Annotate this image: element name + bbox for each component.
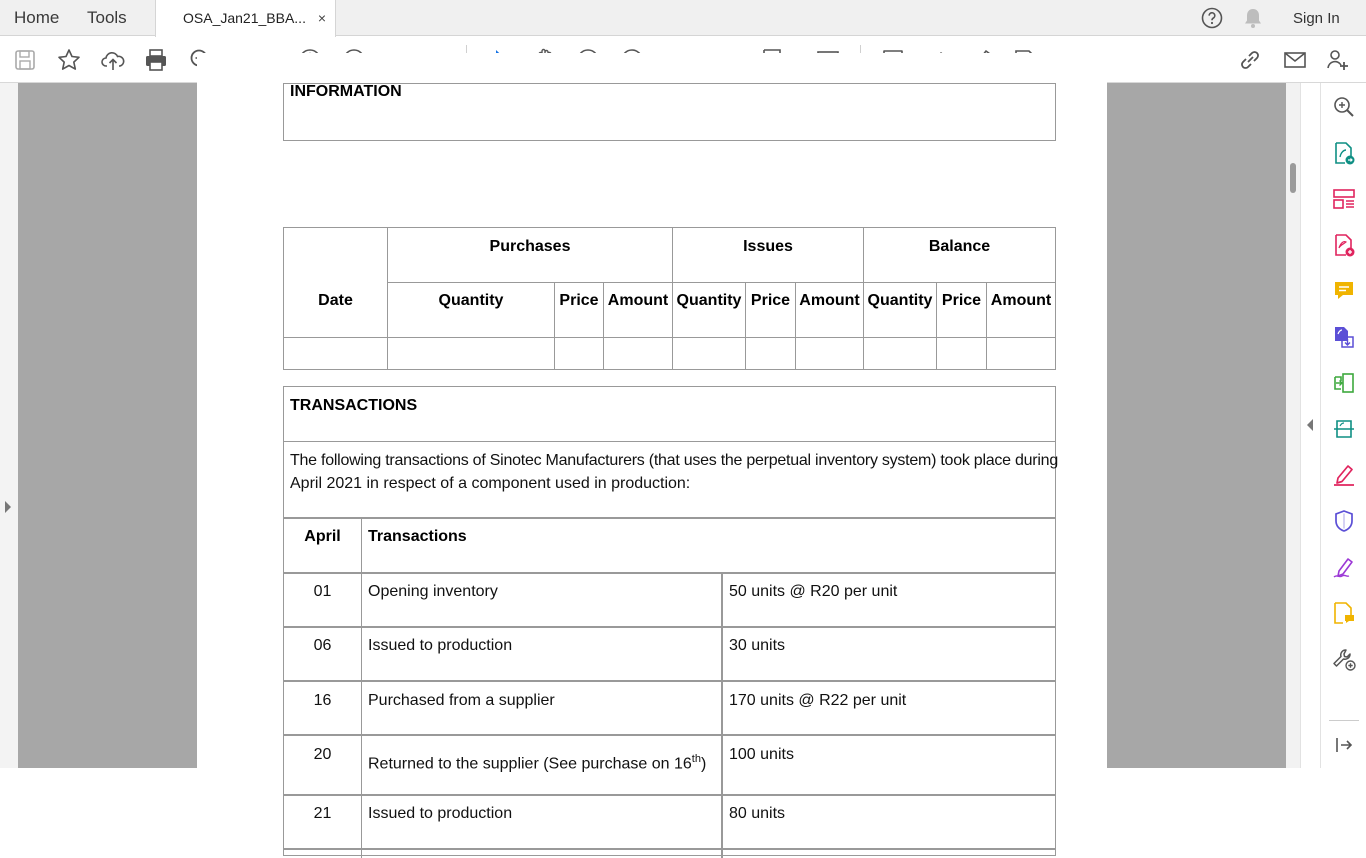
tab-document[interactable] [155, 0, 336, 37]
comment-tool-icon[interactable] [1332, 279, 1356, 303]
row-day: 06 [313, 637, 332, 654]
row-detail: 50 units @ R20 per unit [729, 583, 898, 600]
balance-quantity-header: Quantity [867, 292, 933, 309]
help-icon[interactable] [1201, 7, 1223, 29]
request-signature-icon[interactable] [1332, 555, 1356, 579]
balance-price-header: Price [941, 292, 982, 309]
date-header: Date [318, 292, 353, 309]
compare-files-icon[interactable] [1332, 371, 1356, 395]
tab-document-label: OSA_Jan21_BBA... [183, 10, 306, 26]
email-icon[interactable] [1282, 47, 1308, 73]
row-detail: 170 units @ R22 per unit [729, 692, 907, 709]
transactions-header: Transactions [368, 528, 467, 545]
purchases-header: Purchases [489, 238, 571, 255]
export-pdf-icon[interactable] [1332, 141, 1356, 165]
protect-shield-icon[interactable] [1332, 509, 1356, 533]
vertical-scrollbar[interactable] [1286, 83, 1300, 768]
tab-tools[interactable]: Tools [87, 8, 127, 27]
issues-quantity-header: Quantity [676, 292, 742, 309]
balance-amount-header: Amount [990, 292, 1052, 309]
row-description: Issued to production [368, 637, 513, 654]
right-pane-gutter [1300, 83, 1320, 768]
row-description: Purchased from a supplier [368, 692, 555, 709]
row-detail: 100 units [729, 746, 794, 763]
row-description-text: Returned to the supplier (See purchase on 16 [368, 755, 692, 773]
create-pdf-icon[interactable] [1332, 233, 1356, 257]
sign-in-button[interactable]: Sign In [1293, 10, 1340, 27]
row-description: Opening inventory [368, 583, 498, 600]
purchases-price-header: Price [559, 292, 599, 309]
information-heading: INFORMATION [290, 83, 402, 100]
send-for-comments-icon[interactable] [1332, 601, 1356, 625]
tools-divider [1329, 720, 1359, 721]
collapse-right-pane-icon[interactable] [1307, 419, 1313, 431]
print-icon[interactable] [143, 47, 169, 73]
purchases-quantity-header: Quantity [438, 292, 504, 309]
row-description-end: ) [700, 755, 707, 773]
fill-and-sign-icon[interactable] [1332, 463, 1356, 487]
transactions-intro [290, 449, 1058, 495]
row-description [368, 748, 706, 775]
share-link-icon[interactable] [1237, 47, 1263, 73]
purchases-amount-header: Amount [607, 292, 669, 309]
april-header: April [304, 528, 341, 545]
issues-price-header: Price [750, 292, 791, 309]
information-box [283, 83, 1056, 141]
left-panel-collapsed [0, 83, 18, 768]
transactions-heading: TRANSACTIONS [290, 397, 418, 414]
tab-bar [0, 0, 1366, 36]
row-detail: 80 units [729, 805, 786, 822]
combine-files-icon[interactable] [1332, 325, 1356, 349]
intro-line-2: April 2021 in respect of a component used in production: [290, 475, 691, 492]
collapse-pane-icon[interactable] [1332, 733, 1356, 757]
intro-line-1: The following transactions of Sinotec Manufacturers (that uses the perpetual inventory system) took place during [290, 452, 1058, 469]
row-day: 21 [313, 805, 332, 822]
document-viewer[interactable] [18, 83, 1286, 822]
row-detail: 30 units [729, 637, 786, 654]
issues-amount-header: Amount [799, 292, 860, 309]
row-day: 01 [313, 583, 332, 600]
row-day: 16 [313, 692, 332, 709]
row-description: Issued to production [368, 805, 513, 822]
expand-left-panel-icon[interactable] [5, 501, 11, 513]
inventory-ledger-table [283, 227, 1056, 370]
notification-bell-icon[interactable] [1242, 6, 1264, 30]
organize-pages-icon[interactable] [1332, 187, 1356, 211]
row-day: 20 [313, 746, 332, 763]
cloud-upload-icon[interactable] [100, 47, 126, 73]
more-tools-wrench-icon[interactable] [1332, 647, 1356, 671]
bookmark-star-icon[interactable] [56, 47, 82, 73]
issues-header: Issues [743, 238, 793, 255]
scrollbar-thumb[interactable] [1290, 163, 1296, 193]
transactions-section [283, 386, 1056, 856]
tab-home[interactable]: Home [14, 8, 60, 27]
balance-header: Balance [928, 238, 991, 255]
add-user-icon[interactable] [1325, 47, 1351, 73]
close-tab-icon[interactable]: × [317, 10, 326, 26]
right-tools-pane [1320, 83, 1366, 768]
save-icon[interactable] [12, 47, 38, 73]
row-description-superscript: th [691, 753, 701, 765]
scan-ocr-icon[interactable] [1332, 417, 1356, 441]
pdf-page [197, 53, 1107, 853]
zoom-search-icon[interactable] [1332, 95, 1356, 119]
